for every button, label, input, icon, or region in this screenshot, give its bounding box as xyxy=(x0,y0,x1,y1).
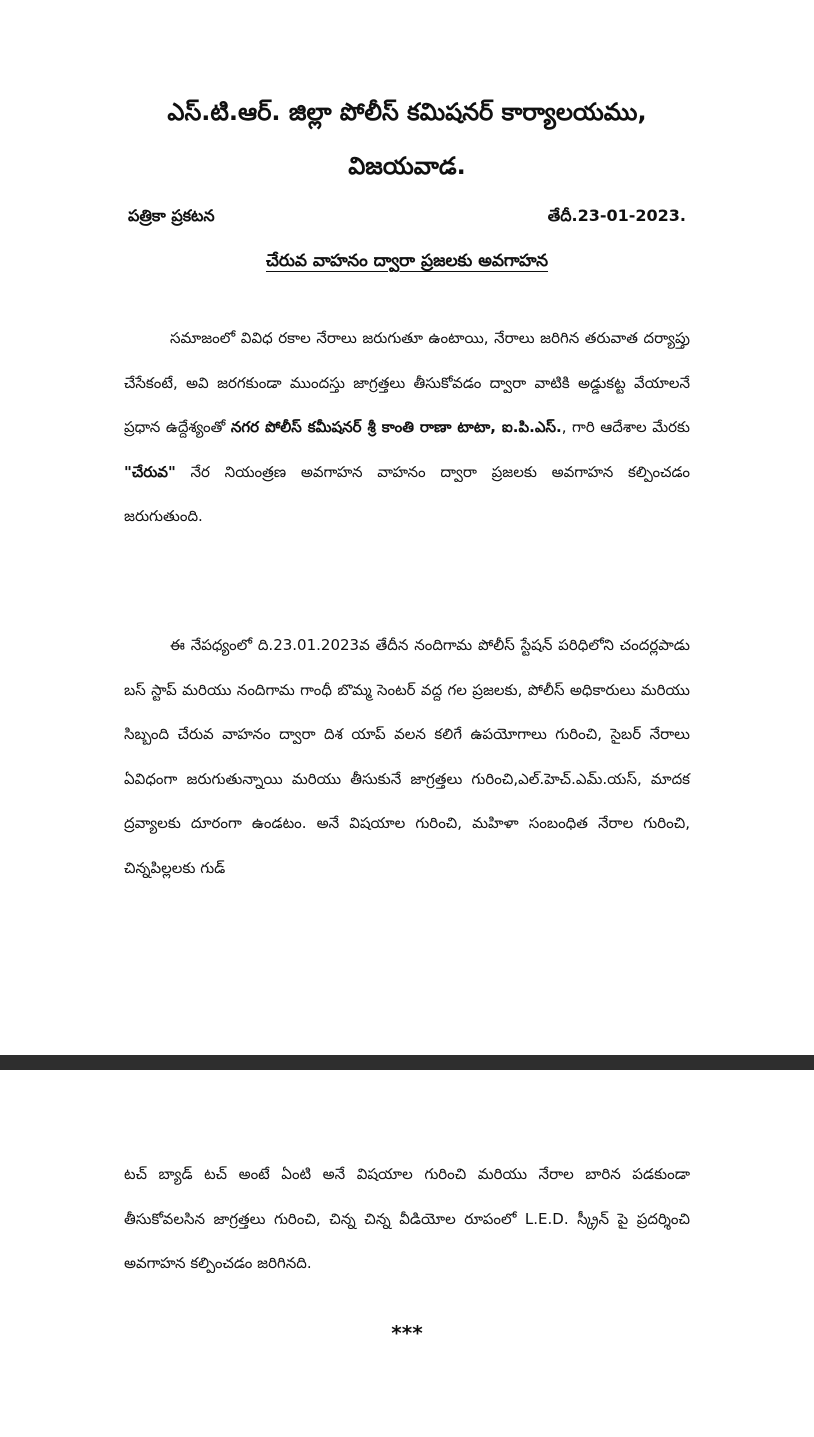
commissioner-name: నగర పోలీస్ కమీషనర్ శ్రీ కాంతి రాణా టాటా, ఐ.పి.ఎస్. xyxy=(230,418,562,436)
page-divider xyxy=(0,1055,814,1070)
body-paragraph-2: ఈ నేపధ్యంలో ది.23.01.2023వ తేదీన నందిగామ పోలీస్ స్టేషన్ పరిధిలోని చందర్లపాడు బస్ స్టాప్ మరియు నందిగామ గాంధీ బొమ్మ సెంటర్ వద్ద గల ప్రజలకు, పోలీస్ అధికారులు మరియు సిబ్బంది చేరువ వాహనం ద్వారా దిశ యాప్ వలన కలిగే ఉపయోగాలు గురించి, సైబర్ నేరాలు ఏవిధంగా జరుగుతున్నాయి మరియు తీసుకునే జాగ్రత్తలు గురించి,ఎల్.హెచ్.ఎమ్.యస్, మాదక ద్రవ్యాలకు దూరంగా ఉండటం. అనే విషయాల గురించి, మహిళా సంబంధిత నేరాల గురించి, చిన్నపిల్లలకు గుడ్ xyxy=(124,636,690,877)
para1-middle: , గారి ఆదేశాల మేరకు xyxy=(561,418,691,436)
press-release-label: పత్రికా ప్రకటన xyxy=(128,206,215,225)
subject-text: చేరువ వాహనం ద్వారా ప్రజలకు అవగాహన xyxy=(265,251,549,271)
subject-heading xyxy=(0,244,814,278)
end-mark: *** xyxy=(391,1321,423,1345)
release-date: తేదీ.23-01-2023. xyxy=(547,206,686,225)
para1-tail: నేర నియంత్రణ అవగాహన వాహనం ద్వారా ప్రజలకు అవగాహన కల్పించడం జరుగుతుంది. xyxy=(124,462,690,525)
body-paragraph-1 xyxy=(124,316,690,539)
city-title: విజయవాడ. xyxy=(348,152,466,180)
body-paragraph-3: టచ్ బ్యాడ్ టచ్ అంటే ఏంటి అనే విషయాల గురించి మరియు నేరాల బారిన పడకుండా తీసుకోవలసిన జాగ్రత్తలు గురించి, చిన్న చిన్న వీడియోల రూపంలో L.E.D. స్క్రీన్ పై ప్రదర్శించి అవగాహన కల్పించడం జరిగినది. xyxy=(124,1165,690,1272)
vehicle-name: "చేరువ" xyxy=(124,462,176,481)
office-title: ఎస్.టి.ఆర్. జిల్లా పోలీస్ కమిషనర్ కార్యాలయము, xyxy=(167,98,647,126)
para1-lead: సమాజంలో వివిధ రకాల నేరాలు జరుగుతూ ఉంటాయి, నేరాలు జరిగిన తరువాత దర్యాప్తు చేసేకంటే, అవి జరగకుండా ముందస్తు జాగ్రత్తలు తీసుకోవడం ద్వారా వాటికి అడ్డుకట్ట వేయాలనే ప్రధాన ఉద్దేశ్యంతో xyxy=(124,329,690,436)
